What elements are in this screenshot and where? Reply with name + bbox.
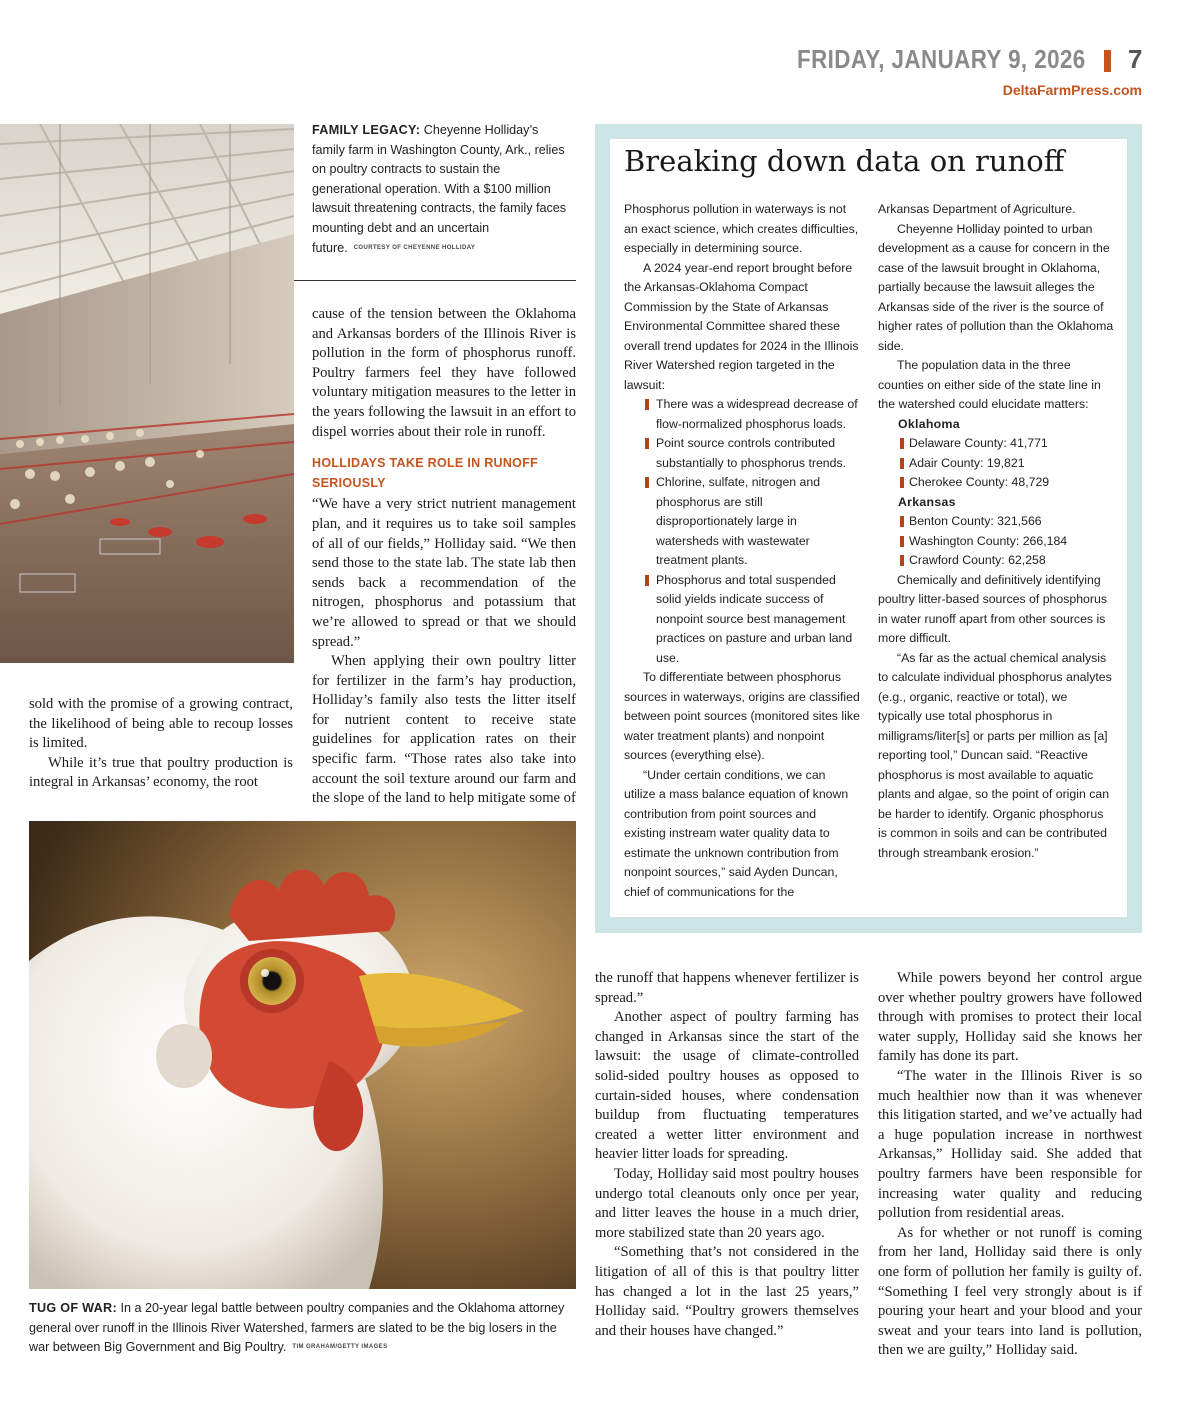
- article-paragraph: As for whether or not runoff is coming from her land, Holliday said there is only one form of pollution her family is guilty of. “Something I feel very strongly about is if pouring your heart and your blood and your sweat and your tears into land is pollution, then we are guilty,” Holliday said.: [878, 1224, 1142, 1359]
- article-column-2: [312, 305, 576, 809]
- caption-text: In a 20-year legal battle between poultry companies and the Oklahoma attorney general over runoff in the Illinois River Watershed, farmers are slated to be the big losers in the war between Big Government and Big Poultry.: [29, 1301, 565, 1355]
- trend-list-item: Chlorine, sulfate, nitrogen and phosphorus are still disproportionately large in watersheds with wastewater treatment plants.: [624, 473, 860, 571]
- article-column-4: [878, 969, 1142, 1361]
- sidebar-paragraph: “As far as the actual chemical analysis to calculate individual phosphorus analytes (e.g., organic, reactive or total), we typically use total phosphorus in milligrams/liter[s] or parts per million as [a] reporting tool,” Duncan said. “Reactive phosphorus is most available to aquatic plants and algae, so the point of origin can be harder to identify. Organic phosphorus is common in soils and can be contributed through streambank erosion.”: [878, 650, 1112, 860]
- county-list-item: Adair County: 19,821: [878, 454, 1114, 474]
- oklahoma-county-list: [878, 434, 1114, 493]
- article-column-3: [595, 969, 859, 1341]
- family-legacy-caption: [312, 121, 570, 258]
- county-list-item: Washington County: 266,184: [878, 532, 1114, 552]
- caption-label: TUG OF WAR:: [29, 1301, 117, 1315]
- state-heading-oklahoma: Oklahoma: [898, 416, 960, 431]
- sidebar-paragraph: “Under certain conditions, we can utilize a mass balance equation of known contribution from point sources and existing instream water quality data to estimate the unknown contribution from nonpoint sources,” said Ayden Duncan, chief of communications for the: [624, 767, 849, 899]
- sidebar-paragraph: A 2024 year-end report brought before the Arkansas-Oklahoma Compact Commission by the State of Arkansas Environmental Committee shared these overall trend updates for 2024 in the Illinois River Watershed region targeted in the lawsuit:: [624, 260, 859, 392]
- tug-of-war-caption: [29, 1299, 569, 1358]
- article-paragraph: Today, Holliday said most poultry houses undergo total cleanouts only once per year, and litter leaves the house in a much drier, more stabilized state than 20 years ago.: [595, 1165, 859, 1241]
- photo-credit: TIM GRAHAM/GETTY IMAGES: [292, 1344, 388, 1351]
- trend-list-item: Point source controls contributed substantially to phosphorus trends.: [624, 434, 860, 473]
- article-paragraph: When applying their own poultry litter for fertilizer in the farm’s hay production, Holliday’s family also tests the litter itself for nutrient content to receive state guidelines for application rates on their specific farm. “Those rates also take into account the soil texture around our farm and the slope of the land to help mitigate some of: [312, 653, 576, 807]
- poultry-house-photo: [0, 124, 294, 663]
- sidebar-paragraph: To differentiate between phosphorus sources in waterways, origins are classified between point sources (monitored sites like water treatment plants) and nonpoint sources (everything else).: [624, 670, 860, 762]
- article-paragraph: “Something that’s not considered in the litigation of all of this is that poultry litter has changed a lot in the last 25 years,” Holliday said. “Poultry growers themselves and their houses have changed.”: [595, 1244, 859, 1339]
- caption-text: Cheyenne Holliday’s family farm in Washington County, Ark., relies on poultry contracts to sustain the generational operation. With a $100 million lawsuit threatening contracts, the family faces mounting debt and an uncertain future.: [312, 123, 567, 255]
- sidebar-column-left: [624, 200, 860, 902]
- article-subhead: HOLLIDAYS TAKE ROLE IN RUNOFF SERIOUSLY: [312, 456, 539, 490]
- trend-list: [624, 395, 860, 668]
- trend-list-item: There was a widespread decrease of flow-normalized phosphorus loads.: [624, 395, 860, 434]
- caption-divider: [294, 280, 576, 281]
- article-paragraph: While it’s true that poultry production is integral in Arkansas’ economy, the root: [29, 754, 293, 791]
- article-paragraph: the runoff that happens whenever fertilizer is spread.”: [595, 970, 859, 1006]
- photo-credit: COURTESY OF CHEYENNE HOLLIDAY: [353, 244, 476, 251]
- article-paragraph: sold with the promise of a growing contract, the likelihood of being able to recoup losses is limited.: [29, 696, 293, 752]
- county-list-item: Delaware County: 41,771: [878, 434, 1114, 454]
- page-date: FRIDAY, JANUARY 9, 2026: [797, 44, 1086, 74]
- header-divider: [1104, 50, 1111, 72]
- sidebar-paragraph: Chemically and definitively identifying poultry litter-based sources of phosphorus in water runoff apart from other sources is more difficult.: [878, 572, 1107, 645]
- article-column-1: [29, 695, 293, 793]
- page-number: 7: [1128, 44, 1143, 74]
- sidebar-paragraph: The population data in the three counties on either side of the state line in the watershed could elucidate matters:: [878, 358, 1101, 411]
- county-list-item: Benton County: 321,566: [878, 512, 1114, 532]
- sidebar-column-right: [878, 200, 1114, 863]
- county-list-item: Cherokee County: 48,729: [878, 473, 1114, 493]
- article-paragraph: cause of the tension between the Oklahoma and Arkansas borders of the Illinois River is pollution in the form of phosphorus runoff. Poultry farmers feel they have followed voluntary mitigation measures to the letter in the years following the lawsuit in an effort to dispel worries about their role in runoff.: [312, 306, 576, 440]
- site-url: DeltaFarmPress.com: [1002, 82, 1142, 98]
- article-paragraph: While powers beyond her control argue over whether poultry growers have followed through with promises to protect their local water supply, Holliday said she knows her family has done its part.: [878, 970, 1142, 1065]
- arkansas-county-list: [878, 512, 1114, 571]
- sidebar-paragraph: Phosphorus pollution in waterways is not an exact science, which creates difficulties, especially in determining source.: [624, 202, 859, 255]
- county-list-item: Crawford County: 62,258: [878, 551, 1114, 571]
- sidebar-paragraph: Cheyenne Holliday pointed to urban development as a cause for concern in the case of the lawsuit brought in Oklahoma, partially because the lawsuit alleges the Arkansas side of the river is the source of higher rates of pollution than the Oklahoma side.: [878, 221, 1114, 353]
- state-heading-arkansas: Arkansas: [898, 494, 956, 509]
- article-paragraph: “We have a very strict nutrient management plan, and it requires us to take soil samples of all of our fields,” Holliday said. “We then send those to the state lab. The state lab then sends back a recommendation of the nitrogen, phosphorus and potassium that we’re allowed to spread or that we should spread.”: [312, 496, 576, 650]
- sidebar-title: Breaking down data on runoff: [624, 144, 1065, 178]
- caption-label: FAMILY LEGACY:: [312, 123, 421, 137]
- sidebar-paragraph: Arkansas Department of Agriculture.: [878, 202, 1076, 216]
- chicken-photo: [29, 821, 576, 1289]
- trend-list-item: Phosphorus and total suspended solid yields indicate success of nonpoint source best management practices on pasture and urban land use.: [624, 571, 860, 669]
- article-paragraph: Another aspect of poultry farming has changed in Arkansas since the start of the lawsuit: the usage of climate-controlled solid-sided poultry houses as opposed to curtain-sided houses, where condensation buildup from fluctuating temperatures created a wetter litter environment and heavier litter loads for spreading.: [595, 1009, 859, 1163]
- article-paragraph: “The water in the Illinois River is so much healthier now than it was whenever this litigation started, and we’ve actually had a huge population increase in northwest Arkansas,” Holliday said. She added that poultry farmers have been responsible for increasing water quality and reducing pollution from residential areas.: [878, 1067, 1142, 1222]
